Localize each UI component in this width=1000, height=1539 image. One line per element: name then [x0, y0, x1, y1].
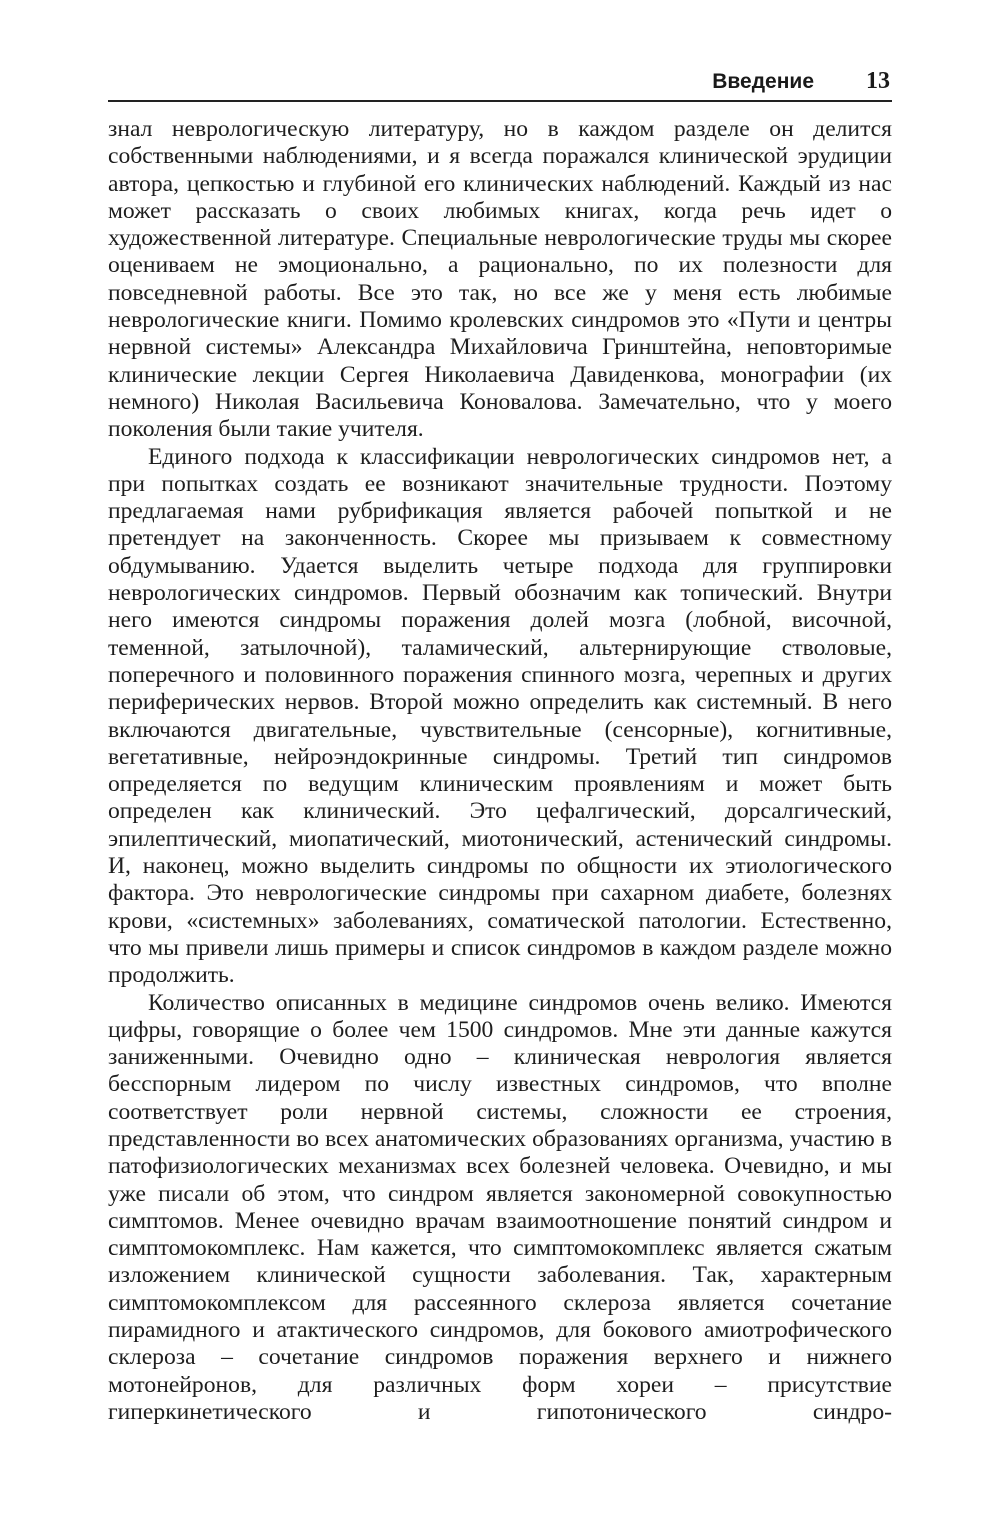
- section-title: Введение: [712, 70, 814, 93]
- body-text: [108, 116, 892, 1426]
- paragraph-continued: знал неврологическую литературу, но в каждом разделе он делится собственными наблюдениями, и я всегда поражался клинической эрудиции автора, цепкостью и глубиной его клинических наблюдений. Каждый из нас может рассказать о своих любимых книгах, когда речь идет о художественной литературе. Специальные неврологические труды мы скорее оцениваем не эмоционально, а рационально, по их полезности для повседневной работы. Все это так, но все же у меня есть любимые неврологические книги. Помимо кролевских синдромов это «Пути и центры нервной системы» Александра Михайловича Гринштейна, неповторимые клинические лекции Сергея Николаевича Давиденкова, монографии (их немного) Николая Васильевича Коновалова. Замечательно, что у моего поколения были такие учителя.: [108, 116, 892, 443]
- page-number: 13: [866, 68, 890, 94]
- paragraph-syndrome-count: Количество описанных в медицине синдромов очень велико. Имеются цифры, говорящие о более чем 1500 синдромов. Мне эти данные кажутся заниженными. Очевидно одно – клиническая неврология является бесспорным лидером по числу известных синдромов, что вполне соответствует роли нервной системы, сложности ее строения, представленности во всех анатомических образованиях организма, участию в патофизиологических механизмах всех болезней человека. Очевидно, и мы уже писали об этом, что синдром является закономерной совокупностью симптомов. Менее очевидно врачам взаимоотношение понятий синдром и симптомокомплекс. Нам кажется, что симптомокомплекс является сжатым изложением клинической сущности заболевания. Так, характерным симптомокомплексом для рассеянного склероза является сочетание пирамидного и атактического синдромов, для бокового амиотрофического склероза – сочетание синдромов поражения верхнего и нижнего мотонейронов, для различных форм хореи – присутствие гиперкинетического и гипотонического синдро-: [108, 989, 892, 1425]
- running-header: [108, 66, 892, 102]
- paragraph-classification: Единого подхода к классификации неврологических синдромов нет, а при попытках создать ее возникают значительные трудности. Поэтому предлагаемая нами рубрификация является рабочей попыткой и не претендует на законченность. Скорее мы призываем к совместному обдумыванию. Удается выделить четыре подхода для группировки неврологических синдромов. Первый обозначим как топический. Внутри него имеются синдромы поражения долей мозга (лобной, височной, теменной, затылочной), таламический, альтернирующие стволовые, поперечного и половинного поражения спинного мозга, черепных и других периферических нервов. Второй можно определить как системный. В него включаются двигательные, чувствительные (сенсорные), когнитивные, вегетативные, нейроэндокринные синдромы. Третий тип синдромов определяется по ведущим клиническим проявлениям и может быть определен как клинический. Это цефалгический, дорсалгический, эпилептический, миопатический, миотонический, астенический синдромы. И, наконец, можно выделить синдромы по общности их этиологического фактора. Это неврологические синдромы при сахарном диабете, болезнях крови, «системных» заболеваниях, соматической патологии. Естественно, что мы привели лишь примеры и список синдромов в каждом разделе можно продолжить.: [108, 443, 892, 989]
